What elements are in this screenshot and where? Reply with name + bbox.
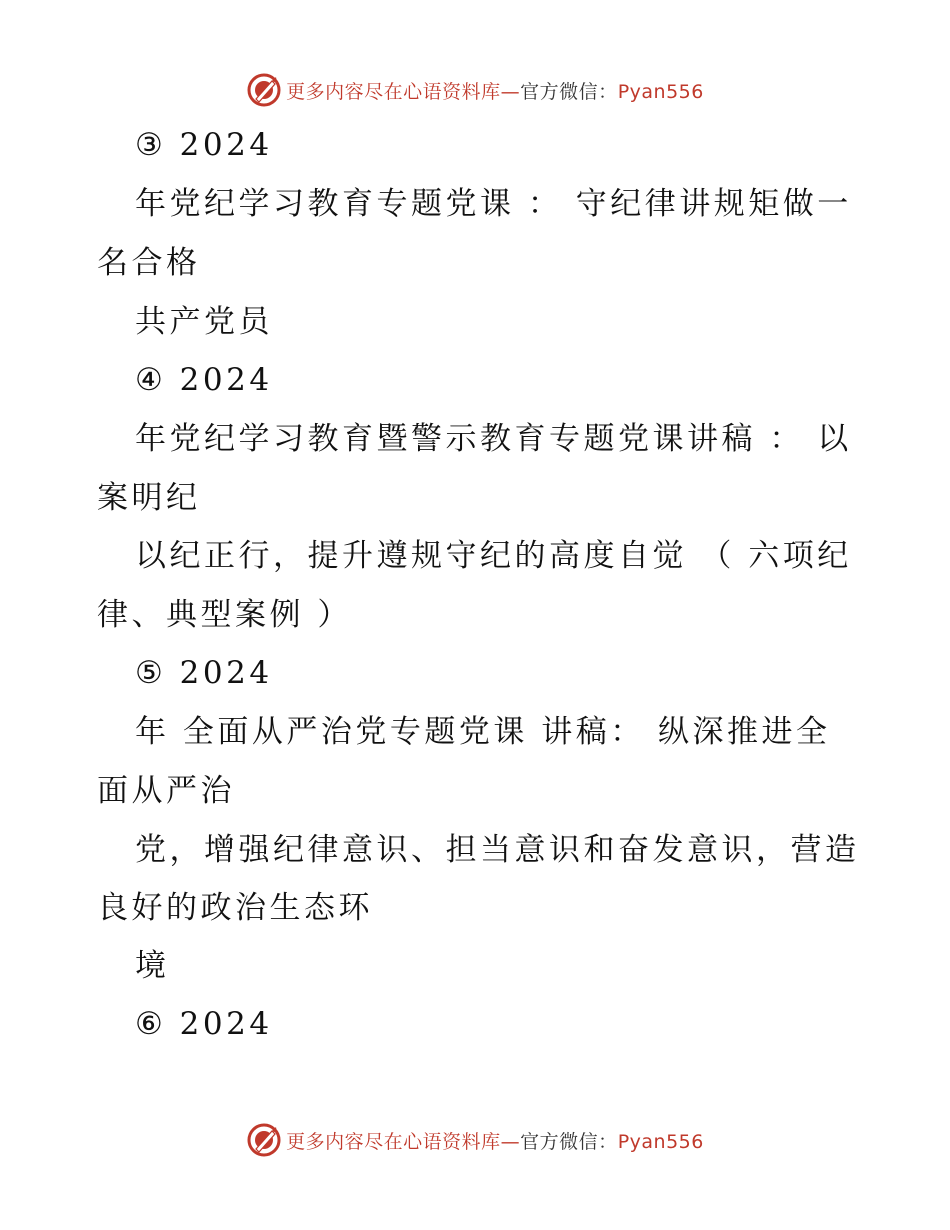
item-5-title-line-5: 境	[135, 948, 170, 984]
footer-dash: —	[500, 1130, 521, 1153]
item-5-title-line-2: 面从严治	[97, 773, 235, 809]
item-5-title-line-3: 党，增强纪律意识、担当意识和奋发意识，营造	[135, 832, 860, 868]
item-6-number: ⑥ 2024	[135, 1006, 273, 1042]
item-4-number: ④ 2024	[135, 362, 273, 398]
pen-logo-icon	[246, 1122, 282, 1158]
item-4-title-line-1: 年党纪学习教育暨警示教育专题党课讲稿 ： 以	[135, 421, 852, 457]
item-3-number: ③ 2024	[135, 127, 273, 163]
item-4-title-line-2: 案明纪	[97, 480, 201, 516]
item-3-title-line-3: 共产党员	[135, 304, 273, 340]
header-wechat-label: 官方微信：	[520, 80, 618, 103]
item-3-title-line-1: 年党纪学习教育专题党课 ： 守纪律讲规矩做一	[135, 186, 852, 222]
footer-wechat-id: Pyan556	[617, 1130, 704, 1153]
header-site-name: 更多内容尽在心语资料库	[286, 80, 501, 103]
footer-banner-content	[246, 1122, 704, 1158]
footer-site-name: 更多内容尽在心语资料库	[286, 1130, 501, 1153]
footer-banner	[0, 1120, 950, 1160]
item-4-title-line-3: 以纪正行，提升遵规守纪的高度自觉 （ 六项纪	[135, 538, 852, 574]
footer-wechat-label: 官方微信：	[520, 1130, 618, 1153]
header-wechat-id: Pyan556	[617, 80, 704, 103]
header-dash: —	[500, 80, 521, 103]
item-5-title-line-4: 良好的政治生态环	[97, 890, 373, 926]
footer-banner-text	[286, 1127, 704, 1154]
item-5-number: ⑤ 2024	[135, 655, 273, 691]
item-4-title-line-4: 律、典型案例 ）	[97, 597, 352, 633]
item-3-title-line-2: 名合格	[97, 245, 201, 281]
item-5-title-line-1: 年 全面从严治党专题党课 讲稿： 纵深推进全	[135, 714, 831, 750]
